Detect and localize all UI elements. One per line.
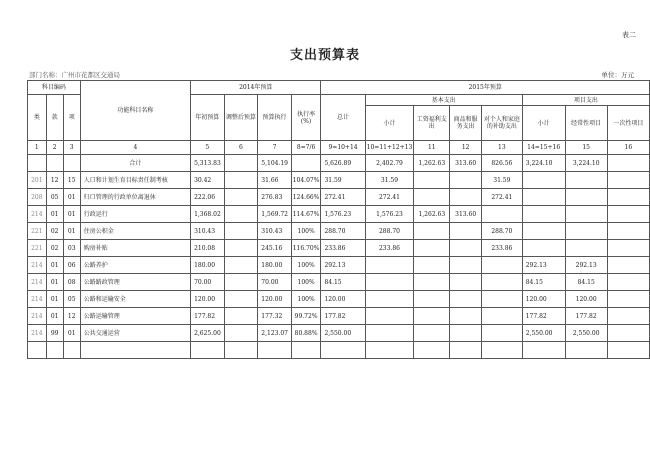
cell-proj — [522, 223, 565, 240]
header-goods: 商品和服务支出 — [450, 106, 482, 141]
cell-salary — [414, 325, 450, 342]
cell-rate: 80.88% — [291, 325, 321, 342]
cell-goods — [450, 240, 482, 257]
cell-total: 2,550.00 — [321, 325, 365, 342]
header-exec-rate: 执行率(%) — [291, 95, 321, 141]
header-basic: 基本支出 — [365, 95, 522, 106]
header-initial: 年初预算 — [191, 95, 224, 141]
cell-rate — [291, 342, 321, 359]
col-num: 6 — [224, 141, 258, 155]
cell-recurring: 84.15 — [565, 274, 607, 291]
table-row — [28, 189, 650, 206]
cell-kuan: 12 — [46, 172, 63, 189]
cell-total: 272.41 — [321, 189, 365, 206]
cell-total: 233.86 — [321, 240, 365, 257]
cell-initial: 70.00 — [191, 274, 224, 291]
table-row — [28, 172, 650, 189]
cell-total: 31.59 — [321, 172, 365, 189]
cell-rate — [291, 155, 321, 172]
cell-personal — [481, 257, 522, 274]
cell-xiang: 08 — [63, 274, 80, 291]
cell-adjusted — [224, 155, 258, 172]
cell-basic: 31.59 — [365, 172, 414, 189]
cell-lei: 214 — [28, 274, 47, 291]
cell-recurring: 292.13 — [565, 257, 607, 274]
cell-name: 公路路政管理 — [80, 274, 190, 291]
cell-rate: 100% — [291, 257, 321, 274]
header-func-name: 功能科目名称 — [80, 81, 190, 141]
total-name: 合计 — [80, 155, 190, 172]
col-num: 10=11+12+13 — [365, 141, 414, 155]
cell-basic — [365, 291, 414, 308]
cell-adjusted — [224, 291, 258, 308]
cell-xiang: 01 — [63, 206, 80, 223]
cell-executed: 245.16 — [258, 240, 291, 257]
cell-lei — [28, 342, 47, 359]
col-num: 5 — [191, 141, 224, 155]
col-num: 4 — [80, 141, 190, 155]
page-title: 支出预算表 — [289, 48, 360, 63]
cell-salary — [414, 223, 450, 240]
cell-name: 归口管理的行政单位离退休 — [80, 189, 190, 206]
cell-xiang — [63, 342, 80, 359]
cell-name: 公路运输管理 — [80, 308, 190, 325]
cell-basic — [365, 274, 414, 291]
cell-goods — [450, 308, 482, 325]
cell-proj — [522, 172, 565, 189]
cell-lei: 208 — [28, 189, 47, 206]
cell-lei: 221 — [28, 223, 47, 240]
cell-basic — [365, 257, 414, 274]
table-row — [28, 291, 650, 308]
cell-proj — [522, 189, 565, 206]
column-number-row — [28, 141, 650, 155]
cell-name: 公路养护 — [80, 257, 190, 274]
cell-executed: 31.66 — [258, 172, 291, 189]
col-num: 12 — [450, 141, 482, 155]
cell-recurring: 177.82 — [565, 308, 607, 325]
table-number-label: 表二 — [622, 31, 636, 39]
cell-recurring — [565, 342, 607, 359]
cell-recurring: 120.00 — [565, 291, 607, 308]
cell-kuan: 01 — [46, 257, 63, 274]
cell-lei: 201 — [28, 172, 47, 189]
cell-recurring — [565, 240, 607, 257]
cell-total: 288.70 — [321, 223, 365, 240]
cell-rate: 124.66% — [291, 189, 321, 206]
budget-table — [27, 80, 650, 359]
cell-personal — [481, 206, 522, 223]
cell-initial: 177.82 — [191, 308, 224, 325]
cell-onetime — [607, 325, 649, 342]
cell-personal: 288.70 — [481, 223, 522, 240]
cell-total: 120.00 — [321, 291, 365, 308]
cell-personal — [481, 308, 522, 325]
cell-rate: 116.70% — [291, 240, 321, 257]
cell-onetime — [607, 206, 649, 223]
header-salary: 工资福利支出 — [414, 106, 450, 141]
cell-recurring — [565, 223, 607, 240]
cell-basic: 233.86 — [365, 240, 414, 257]
cell-kuan: 01 — [46, 274, 63, 291]
cell-initial: 30.42 — [191, 172, 224, 189]
header-adjusted: 调整后预算 — [224, 95, 258, 141]
cell-lei: 214 — [28, 257, 47, 274]
cell-initial: 210.08 — [191, 240, 224, 257]
cell-total: 292.13 — [321, 257, 365, 274]
cell-recurring: 2,550.00 — [565, 325, 607, 342]
col-num: 3 — [63, 141, 80, 155]
cell-salary — [414, 240, 450, 257]
table-row — [28, 274, 650, 291]
cell-goods: 313.60 — [450, 206, 482, 223]
table-row — [28, 325, 650, 342]
cell-total — [321, 342, 365, 359]
cell-proj: 84.15 — [522, 274, 565, 291]
cell-kuan: 02 — [46, 240, 63, 257]
cell-basic: 1,576.23 — [365, 206, 414, 223]
cell-goods: 313.60 — [450, 155, 482, 172]
header-personal: 对个人和家庭的补助支出 — [481, 106, 522, 141]
header-xiang: 项 — [63, 95, 80, 141]
cell-executed: 177.32 — [258, 308, 291, 325]
cell-total: 1,576.23 — [321, 206, 365, 223]
col-num: 9=10+14 — [321, 141, 365, 155]
cell-adjusted — [224, 206, 258, 223]
cell-basic — [365, 308, 414, 325]
header-lei: 类 — [28, 95, 47, 141]
cell-proj — [522, 240, 565, 257]
header-total: 总计 — [321, 95, 365, 141]
header-subject-code: 科目编码 — [28, 81, 81, 95]
cell-kuan: 01 — [46, 206, 63, 223]
cell-salary — [414, 291, 450, 308]
cell-onetime — [607, 155, 649, 172]
col-num: 8=7/6 — [291, 141, 321, 155]
col-num: 16 — [607, 141, 649, 155]
cell-xiang: 12 — [63, 308, 80, 325]
cell-name: 行政运行 — [80, 206, 190, 223]
cell-executed: 1,569.72 — [258, 206, 291, 223]
cell-executed: 70.00 — [258, 274, 291, 291]
cell-name: 购房补贴 — [80, 240, 190, 257]
table-row — [28, 342, 650, 359]
cell-salary — [414, 274, 450, 291]
cell-xiang: 05 — [63, 291, 80, 308]
cell-xiang: 01 — [63, 189, 80, 206]
cell-initial: 1,368.02 — [191, 206, 224, 223]
table-row — [28, 257, 650, 274]
cell-recurring: 3,224.10 — [565, 155, 607, 172]
cell-adjusted — [224, 308, 258, 325]
cell-initial: 5,313.83 — [191, 155, 224, 172]
cell-executed: 276.83 — [258, 189, 291, 206]
cell-executed: 180.00 — [258, 257, 291, 274]
cell-kuan: 02 — [46, 223, 63, 240]
header-recurring: 经常性项目 — [565, 106, 607, 141]
cell-kuan — [46, 342, 63, 359]
cell-kuan: 99 — [46, 325, 63, 342]
cell-initial: 222.06 — [191, 189, 224, 206]
cell-onetime — [607, 189, 649, 206]
cell-xiang: 01 — [63, 325, 80, 342]
table-row — [28, 240, 650, 257]
cell-rate: 104.07% — [291, 172, 321, 189]
header-proj-subtotal: 小计 — [522, 106, 565, 141]
cell-basic: 2,402.79 — [365, 155, 414, 172]
cell-proj: 2,550.00 — [522, 325, 565, 342]
total-row — [28, 155, 650, 172]
cell-salary — [414, 308, 450, 325]
cell-lei: 214 — [28, 308, 47, 325]
cell-lei: 214 — [28, 325, 47, 342]
col-num: 1 — [28, 141, 47, 155]
cell-basic — [365, 325, 414, 342]
cell-proj — [522, 206, 565, 223]
table-row — [28, 223, 650, 240]
cell-salary: 1,262.63 — [414, 206, 450, 223]
cell-adjusted — [224, 172, 258, 189]
cell-executed: 5,104.19 — [258, 155, 291, 172]
cell-goods — [450, 189, 482, 206]
col-num: 7 — [258, 141, 291, 155]
cell-name: 人口和计划生育目标责任制考核 — [80, 172, 190, 189]
cell-salary: 1,262.63 — [414, 155, 450, 172]
header-onetime: 一次性项目 — [607, 106, 649, 141]
cell-goods — [450, 291, 482, 308]
cell-initial: 180.00 — [191, 257, 224, 274]
cell-onetime — [607, 274, 649, 291]
cell-onetime — [607, 240, 649, 257]
cell-basic — [365, 342, 414, 359]
cell-salary — [414, 257, 450, 274]
cell-proj — [522, 342, 565, 359]
cell-rate: 114.67% — [291, 206, 321, 223]
cell-basic: 272.41 — [365, 189, 414, 206]
cell-total: 177.82 — [321, 308, 365, 325]
col-num: 11 — [414, 141, 450, 155]
cell-name: 公路和运输安全 — [80, 291, 190, 308]
cell-recurring — [565, 206, 607, 223]
cell-goods — [450, 223, 482, 240]
cell-proj: 292.13 — [522, 257, 565, 274]
cell-xiang: 01 — [63, 223, 80, 240]
col-num: 13 — [481, 141, 522, 155]
cell-kuan: 05 — [46, 189, 63, 206]
cell-rate: 99.72% — [291, 308, 321, 325]
col-num: 14=15+16 — [522, 141, 565, 155]
cell-adjusted — [224, 257, 258, 274]
cell-executed — [258, 342, 291, 359]
cell-xiang: 15 — [63, 172, 80, 189]
cell-executed: 310.43 — [258, 223, 291, 240]
table-row — [28, 308, 650, 325]
cell-personal: 31.59 — [481, 172, 522, 189]
cell-kuan: 01 — [46, 291, 63, 308]
table-row — [28, 206, 650, 223]
cell-executed: 2,123.07 — [258, 325, 291, 342]
cell-onetime — [607, 257, 649, 274]
header-basic-subtotal: 小计 — [365, 106, 414, 141]
cell-proj: 3,224.10 — [522, 155, 565, 172]
cell-adjusted — [224, 189, 258, 206]
cell-adjusted — [224, 274, 258, 291]
cell-adjusted — [224, 325, 258, 342]
cell-total: 5,626.89 — [321, 155, 365, 172]
cell-personal — [481, 342, 522, 359]
cell-basic: 288.70 — [365, 223, 414, 240]
col-num: 15 — [565, 141, 607, 155]
cell-initial: 310.43 — [191, 223, 224, 240]
cell-recurring — [565, 189, 607, 206]
cell-onetime — [607, 223, 649, 240]
cell-total: 84.15 — [321, 274, 365, 291]
cell-lei: 214 — [28, 206, 47, 223]
header-project: 项目支出 — [522, 95, 649, 106]
cell-executed: 120.00 — [258, 291, 291, 308]
cell-name: 公共交通运营 — [80, 325, 190, 342]
cell-personal: 826.56 — [481, 155, 522, 172]
cell-proj: 120.00 — [522, 291, 565, 308]
header-executed: 预算执行 — [258, 95, 291, 141]
cell-lei: 221 — [28, 240, 47, 257]
cell-personal: 272.41 — [481, 189, 522, 206]
cell-personal — [481, 325, 522, 342]
cell-xiang: 06 — [63, 257, 80, 274]
cell-personal — [481, 274, 522, 291]
header-kuan: 款 — [46, 95, 63, 141]
cell-xiang: 03 — [63, 240, 80, 257]
cell-adjusted — [224, 223, 258, 240]
cell-onetime — [607, 342, 649, 359]
cell-onetime — [607, 172, 649, 189]
cell-initial: 120.00 — [191, 291, 224, 308]
cell-salary — [414, 189, 450, 206]
cell-rate: 100% — [291, 291, 321, 308]
department-label: 部门名称：广州市花都区交通局 — [29, 71, 120, 79]
cell-rate: 100% — [291, 223, 321, 240]
col-num: 2 — [46, 141, 63, 155]
cell-recurring — [565, 172, 607, 189]
cell-onetime — [607, 308, 649, 325]
cell-initial — [191, 342, 224, 359]
unit-label: 单位：万元 — [601, 71, 634, 79]
cell-goods — [450, 325, 482, 342]
cell-goods — [450, 257, 482, 274]
cell-salary — [414, 172, 450, 189]
cell-salary — [414, 342, 450, 359]
cell-proj: 177.82 — [522, 308, 565, 325]
cell-name — [80, 342, 190, 359]
header-budget-2015: 2015年预算 — [321, 81, 650, 95]
cell-lei: 214 — [28, 291, 47, 308]
cell-personal: 233.86 — [481, 240, 522, 257]
cell-kuan: 01 — [46, 308, 63, 325]
cell-goods — [450, 342, 482, 359]
cell-adjusted — [224, 240, 258, 257]
cell-goods — [450, 274, 482, 291]
cell-initial: 2,625.00 — [191, 325, 224, 342]
header-budget-2014: 2014年预算 — [191, 81, 321, 95]
cell-name: 住房公积金 — [80, 223, 190, 240]
cell-onetime — [607, 291, 649, 308]
cell-goods — [450, 172, 482, 189]
cell-adjusted — [224, 342, 258, 359]
cell-rate: 100% — [291, 274, 321, 291]
cell-personal — [481, 291, 522, 308]
